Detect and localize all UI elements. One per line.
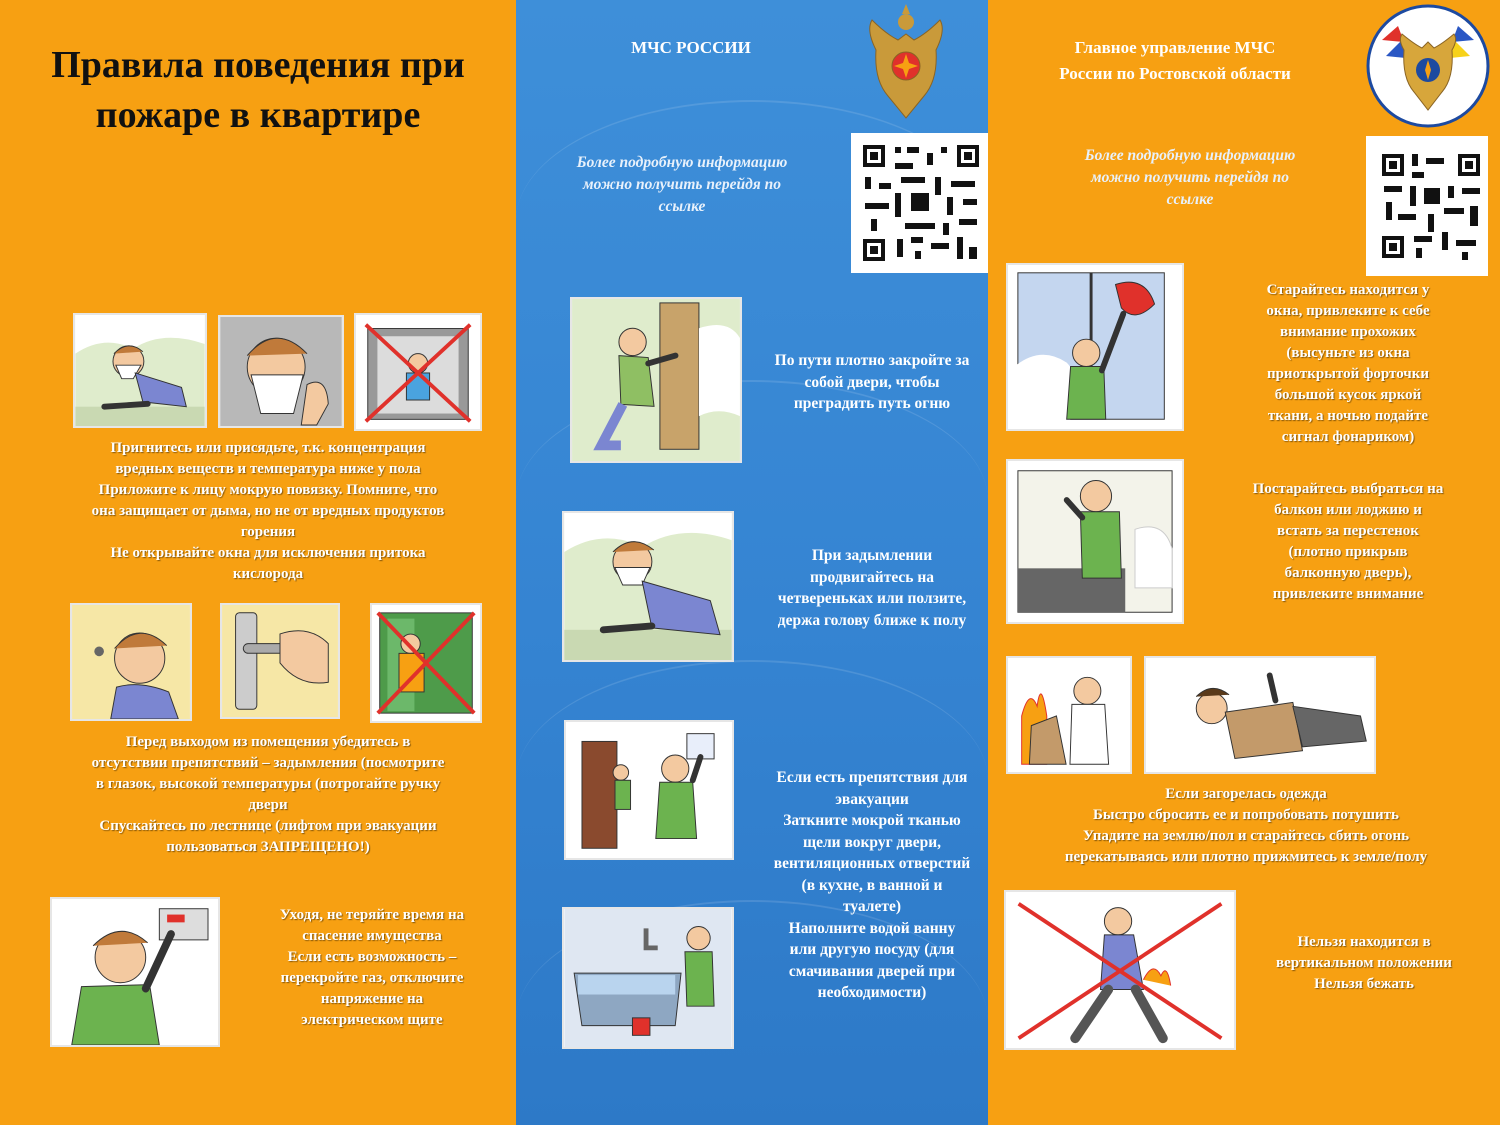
qr-code-icon[interactable] — [851, 133, 988, 273]
text-crouch-down: Пригнитесь или присядьте, т.к. концентрация вредных веществ и температура ниже у пола Приложите к лицу мокрую повязку. Помните, что она защищает от дыма, но не от вредных продуктов горения Не открывайте окна для исключения притока кислорода — [91, 440, 445, 582]
illustration-window-signal — [1006, 263, 1184, 431]
page-title: Правила поведения при пожаре в квартире — [51, 44, 465, 136]
regional-emblem-icon — [1364, 0, 1492, 130]
illustration-peephole — [70, 603, 192, 721]
text-go-to-balcony: Постарайтесь выбраться на балкон или лоджию и встать за перестенок (плотно прикрыв балконную дверь), привлеките внимание — [1252, 481, 1444, 602]
right-panel — [988, 0, 1500, 1125]
illustration-close-door — [570, 297, 742, 463]
illustration-elevator-forbidden — [370, 603, 482, 723]
illustration-crawl-mask — [73, 313, 207, 428]
text-do-not-run: Нельзя находится в вертикальном положении Нельзя бежать — [1276, 934, 1452, 992]
left-panel — [0, 0, 516, 1125]
middle-panel — [516, 0, 988, 1125]
text-obstacles-evacuation: Если есть препятствия для эвакуации Заткните мокрой тканью щели вокруг двери, вентиляционных отверстий (в кухне, в ванной и туалете) Наполните водой ванну или другую посуду (для смачивания дверей при необходимости) — [773, 769, 971, 1001]
illustration-fill-bathtub — [562, 907, 734, 1049]
mchs-emblem-icon — [866, 0, 946, 128]
text-close-doors: По пути плотно закройте за собой двери, чтобы преградить путь огню — [774, 352, 970, 412]
more-info-text: Более подробную информацию можно получить перейдя по ссылке — [576, 154, 788, 215]
regional-header: Главное управление МЧС России по Ростовской области — [1059, 38, 1291, 83]
illustration-seal-door-gaps — [564, 720, 734, 860]
text-check-before-exit: Перед выходом из помещения убедитесь в отсутствии препятствий – задымления (посмотрите в глазок, высокой температуры (потрогайте ручку двери Спускайтесь по лестнице (лифтом при эвакуации пользоваться ЗАПРЕЩЕНО!) — [91, 734, 445, 855]
more-info-text: Более подробную информацию можно получить перейдя по ссылке — [1084, 147, 1296, 208]
illustration-do-not-run-forbidden — [1004, 890, 1236, 1050]
text-stay-at-window: Старайтесь находится у окна, привлеките к себе внимание прохожих (высуньте из окна приоткрытой форточки большой кусок яркой ткани, а ночью подайте сигнал фонариком) — [1266, 282, 1430, 445]
mchs-header: МЧС РОССИИ — [631, 38, 751, 57]
qr-code-icon[interactable] — [1366, 136, 1488, 276]
text-crawl-in-smoke: При задымлении продвигайтесь на четвереньках или ползите, держа голову ближе к полу — [777, 547, 967, 629]
illustration-switch-off-power — [50, 897, 220, 1047]
illustration-door-handle — [220, 603, 340, 719]
illustration-balcony — [1006, 459, 1184, 624]
text-do-not-waste-time: Уходя, не теряйте время на спасение имущества Если есть возможность – перекройте газ, отключите напряжение на электрическом щите — [279, 907, 465, 1028]
illustration-clothes-on-fire — [1006, 656, 1132, 774]
text-clothes-on-fire: Если загорелась одежда Быстро сбросить ее и попробовать потушить Упадите на землю/пол и старайтесь сбить огонь перекатываясь или плотно прижмитесь к земле/полу — [1064, 786, 1428, 865]
illustration-crawl-smoke — [562, 511, 734, 662]
illustration-roll-on-floor — [1144, 656, 1376, 774]
illustration-face-mask — [218, 315, 344, 428]
illustration-open-window-forbidden — [354, 313, 482, 431]
